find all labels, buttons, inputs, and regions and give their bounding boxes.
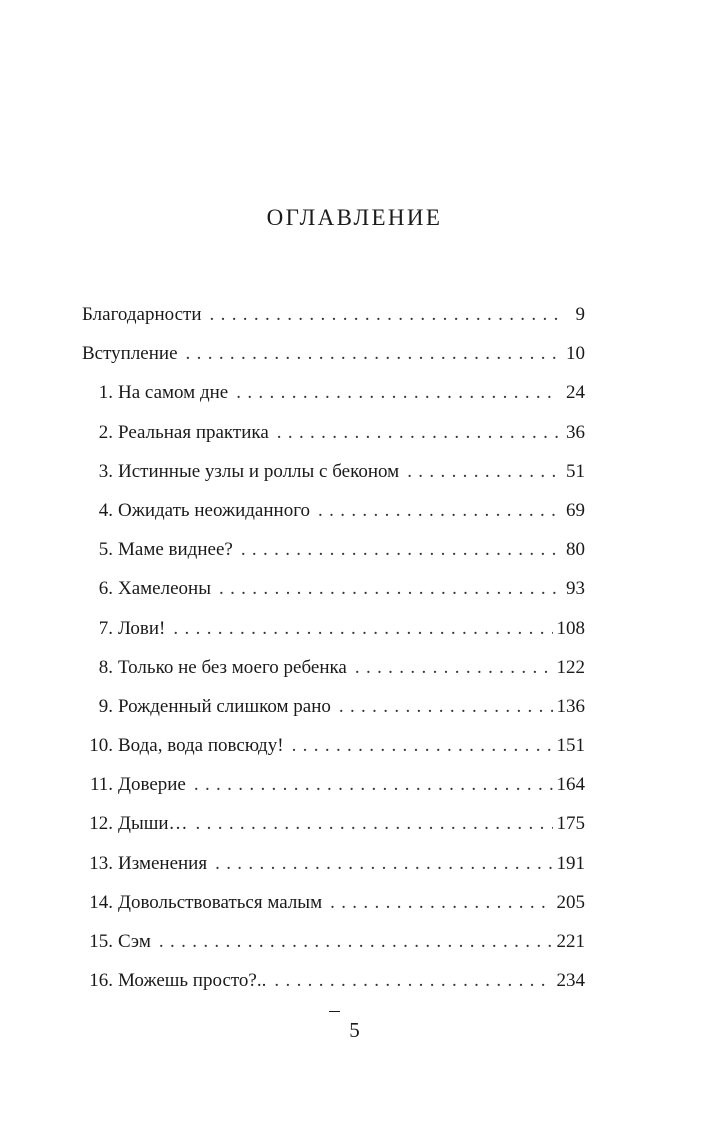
toc-dot-leader xyxy=(292,731,553,761)
toc-entry[interactable] xyxy=(82,535,585,574)
toc-entry-number: 3. xyxy=(98,460,113,482)
toc-entry-title: Изменения xyxy=(118,852,208,874)
toc-dot-leader xyxy=(236,378,559,408)
toc-entry-title: Вода, вода повсюду! xyxy=(118,735,284,757)
toc-entry-number: 2. xyxy=(98,421,113,443)
toc-entry-page: 69 xyxy=(566,499,585,521)
toc-dot-leader xyxy=(173,614,552,644)
toc-dot-leader xyxy=(355,653,553,683)
toc-entry-title: Сэм xyxy=(118,931,151,952)
toc-entry-title: Лови! xyxy=(118,617,166,639)
toc-dot-leader xyxy=(159,927,553,957)
toc-entry-number: 14. xyxy=(89,891,113,913)
toc-entry-number: 9. xyxy=(98,695,113,717)
toc-dot-leader xyxy=(186,339,559,369)
toc-dot-leader xyxy=(196,809,553,839)
table-of-contents xyxy=(82,300,585,1005)
toc-entry[interactable] xyxy=(82,731,585,770)
toc-entry-title: Ожидать неожиданного xyxy=(118,499,311,521)
toc-entry-page: 24 xyxy=(566,382,585,404)
toc-entry[interactable] xyxy=(82,888,585,927)
toc-entry[interactable] xyxy=(82,457,585,496)
toc-entry-title: Можешь просто?.. xyxy=(118,970,267,992)
page-number: 5 xyxy=(349,1018,360,1042)
toc-entry-number: 15. xyxy=(89,931,113,952)
toc-entry-number: 16. xyxy=(89,970,113,992)
toc-entry[interactable] xyxy=(82,966,585,1005)
toc-entry-page: 10 xyxy=(566,343,585,365)
toc-entry-number: 5. xyxy=(98,539,113,561)
page-number-rule xyxy=(329,1011,340,1012)
toc-entry-page: 151 xyxy=(556,735,585,757)
toc-dot-leader xyxy=(274,966,552,996)
toc-entry-number: 13. xyxy=(89,852,113,874)
toc-entry-number: 12. xyxy=(89,813,113,835)
toc-entry-page: 234 xyxy=(556,970,585,992)
toc-dot-leader xyxy=(277,418,559,448)
toc-entry-page: 9 xyxy=(575,304,585,325)
toc-entry-page: 164 xyxy=(556,774,585,796)
toc-entry[interactable] xyxy=(82,809,585,848)
toc-entry-page: 51 xyxy=(566,460,585,482)
toc-entry-title: Вступление xyxy=(82,343,178,365)
toc-entry-title: Истинные узлы и роллы с беконом xyxy=(118,460,400,482)
toc-entry[interactable] xyxy=(82,496,585,535)
toc-entry[interactable] xyxy=(82,770,585,809)
toc-dot-leader xyxy=(407,457,559,487)
toc-entry-title: Рожденный слишком рано xyxy=(118,695,331,717)
toc-entry-page: 122 xyxy=(556,656,585,678)
toc-entry[interactable] xyxy=(82,418,585,457)
toc-entry-page: 93 xyxy=(566,578,585,600)
toc-entry[interactable] xyxy=(82,927,585,966)
toc-entry-number: 10. xyxy=(89,735,113,757)
toc-entry-title: Доверие xyxy=(118,774,186,796)
toc-entry-number: 8. xyxy=(98,656,113,678)
toc-entry-number: 4. xyxy=(98,499,113,521)
toc-entry-title: Дыши… xyxy=(118,813,188,835)
toc-entry-number: 1. xyxy=(98,382,113,404)
toc-entry-number: 6. xyxy=(98,578,113,600)
toc-entry-page: 36 xyxy=(566,421,585,443)
toc-dot-leader xyxy=(210,300,560,330)
toc-entry[interactable] xyxy=(82,692,585,731)
toc-entry[interactable] xyxy=(82,300,585,339)
toc-entry[interactable] xyxy=(82,653,585,692)
toc-entry[interactable] xyxy=(82,614,585,653)
toc-entry-page: 175 xyxy=(556,813,585,835)
toc-entry-page: 80 xyxy=(566,539,585,561)
page-title: ОГЛАВЛЕНИЕ xyxy=(266,205,443,230)
toc-entry-page: 136 xyxy=(556,695,585,717)
toc-entry-title: Хамелеоны xyxy=(118,578,211,600)
toc-entry-number: 11. xyxy=(89,774,113,796)
toc-entry-title: Маме виднее? xyxy=(118,539,233,561)
toc-dot-leader xyxy=(318,496,559,526)
toc-entry-title: На самом дне xyxy=(118,382,229,404)
toc-entry[interactable] xyxy=(82,339,585,378)
toc-entry[interactable] xyxy=(82,849,585,888)
toc-entry-title: Довольствоваться малым xyxy=(118,891,323,913)
toc-dot-leader xyxy=(241,535,559,565)
toc-dot-leader xyxy=(339,692,553,722)
toc-entry-title: Реальная практика xyxy=(118,421,269,443)
toc-dot-leader xyxy=(219,574,559,604)
toc-entry[interactable] xyxy=(82,378,585,417)
toc-entry-title: Благодарности xyxy=(82,304,202,325)
toc-entry-number: 7. xyxy=(98,617,113,639)
toc-entry-page: 205 xyxy=(556,891,585,913)
toc-entry-title: Только не без моего ребенка xyxy=(118,656,347,678)
toc-entry[interactable] xyxy=(82,574,585,613)
toc-entry-page: 108 xyxy=(556,617,585,639)
toc-entry-page: 221 xyxy=(556,931,585,952)
toc-dot-leader xyxy=(330,888,552,918)
toc-entry-page: 191 xyxy=(556,852,585,874)
toc-dot-leader xyxy=(215,849,552,879)
toc-dot-leader xyxy=(194,770,553,800)
